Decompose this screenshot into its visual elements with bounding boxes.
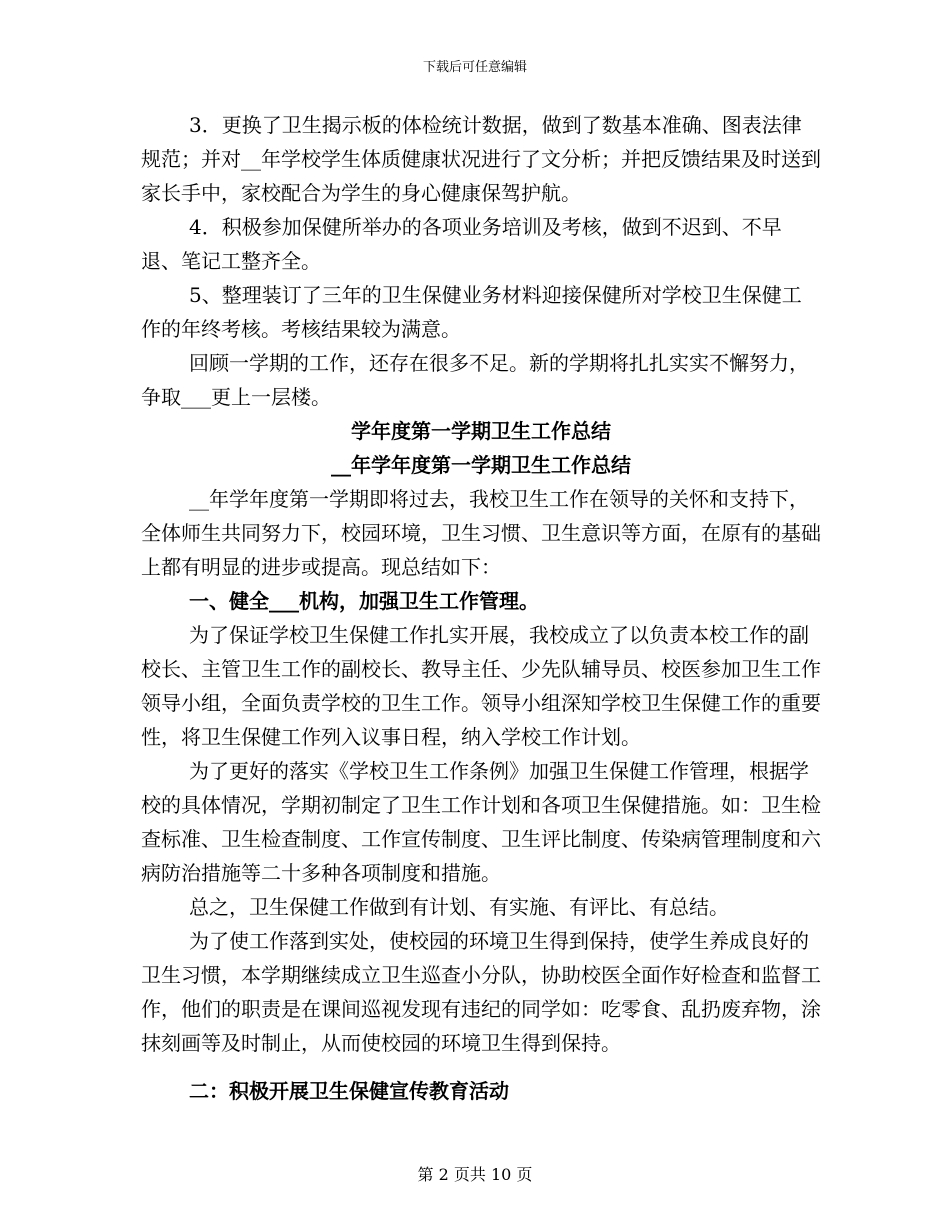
paragraph-organization: 为了保证学校卫生保健工作扎实开展，我校成立了以负责本校工作的副校长、主管卫生工作的副校长、教导主任、少先队辅导员、校医参加卫生工作领导小组，全面负责学校的卫生工作。领导小组深知学校卫生保健工作的重要性，将卫生保健工作列入议事日程，纳入学校工作计划。: [141, 623, 821, 749]
paragraph-item-4: 4．积极参加保健所举办的各项业务培训及考核，做到不迟到、不早退、笔记工整齐全。: [141, 215, 782, 273]
heading-two: 二：积极开展卫生保健宣传教育活动: [189, 1079, 509, 1103]
paragraph-patrol: 为了使工作落到实处，使校园的环境卫生得到保持，使学生养成良好的卫生习惯，本学期继续成立卫生巡查小分队，协助校医全面作好检查和监督工作，他们的职责是在课间巡视发现有违纪的同学如：吃零食、乱扔废弃物，涂抹刻画等及时制止，从而使校园的环境卫生得到保持。: [141, 929, 821, 1055]
page-footer: 第 2 页共 10 页: [417, 1165, 533, 1184]
paragraph-regulations: 为了更好的落实《学校卫生工作条例》加强卫生保健工作管理，根据学校的具体情况，学期初制定了卫生工作计划和各项卫生保健措施。如：卫生检查标准、卫生检查制度、工作宣传制度、卫生评比制度、传染病管理制度和六病防治措施等二十多种各项制度和措施。: [141, 759, 821, 885]
spacer: [141, 1060, 821, 1074]
paragraph-item-3: 3．更换了卫生揭示板的体检统计数据，做到了数基本准确、图表法律规范；并对__年学校学生体质健康状况进行了文分析；并把反馈结果及时送到家长手中，家校配合为学生的身心健康保驾护航。: [141, 113, 821, 205]
paragraph-item-5: 5、整理装订了三年的卫生保健业务材料迎接保健所对学校卫生保健工作的年终考核。考核结果较为满意。: [141, 283, 802, 341]
section-title: 学年度第一学期卫生工作总结: [351, 419, 611, 443]
page-header: 下载后可任意编辑: [422, 60, 527, 75]
document-body: [141, 108, 821, 1108]
paragraph-review: 回顾一学期的工作，还存在很多不足。新的学期将扎扎实实不懈努力，争取___更上一层楼。: [141, 351, 809, 409]
paragraph-summary: 总之，卫生保健工作做到有计划、有实施、有评比、有总结。: [189, 895, 729, 919]
heading-one: 一、健全___机构，加强卫生工作管理。: [189, 589, 539, 613]
section-subtitle: __年学年度第一学期卫生工作总结: [331, 453, 631, 477]
paragraph-intro: __年学年度第一学期即将过去，我校卫生工作在领导的关怀和支持下，全体师生共同努力下，校园环境，卫生习惯、卫生意识等方面，在原有的基础上都有明显的进步或提高。现总结如下：: [141, 487, 821, 579]
